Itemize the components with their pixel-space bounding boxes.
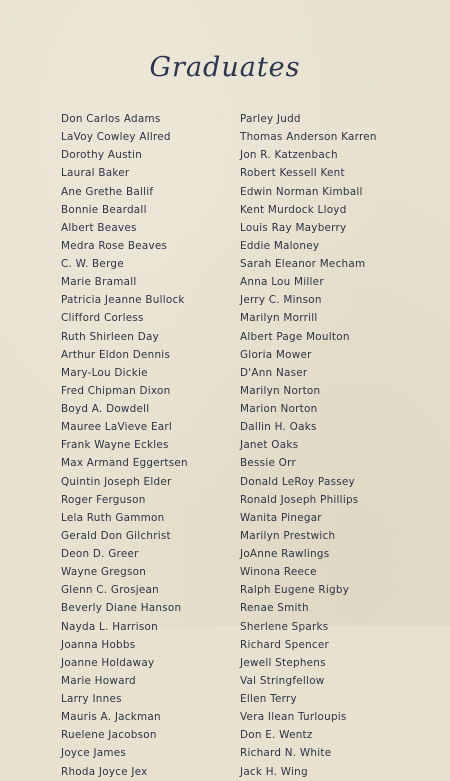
graduate-name: Winona Reece <box>240 566 317 579</box>
graduate-name: Jewell Stephens <box>240 656 326 669</box>
graduate-name: Louis Ray Mayberry <box>240 221 347 234</box>
graduate-name: Don Carlos Adams <box>61 113 161 125</box>
graduate-name: Marie Bramall <box>61 276 137 289</box>
graduate-name: Beverly Diane Hanson <box>61 602 182 615</box>
graduate-name: Marilyn Morrill <box>240 312 318 325</box>
graduate-name: Joanne Holdaway <box>61 656 155 669</box>
graduate-name: Laural Baker <box>61 167 130 180</box>
graduate-name: Jon R. Katzenbach <box>240 149 338 162</box>
graduate-name: Anna Lou Miller <box>240 276 324 289</box>
graduate-name: Sarah Eleanor Mecham <box>240 258 366 270</box>
graduate-name: Dorothy Austin <box>61 149 143 162</box>
graduate-name: Mauree LaVieve Earl <box>61 421 173 434</box>
graduate-name: Marie Howard <box>61 674 136 687</box>
graduate-name: Dallin H. Oaks <box>240 421 317 434</box>
graduate-name: Edwin Norman Kimball <box>240 185 363 198</box>
graduate-name: JoAnne Rawlings <box>240 548 330 560</box>
graduate-name: Bessie Orr <box>240 457 296 470</box>
graduate-name: Richard Spencer <box>240 638 330 651</box>
graduate-name: Bonnie Beardall <box>61 203 147 216</box>
graduate-name: Sherlene Sparks <box>240 620 329 633</box>
graduate-name: Roger Ferguson <box>61 493 146 506</box>
graduate-name: Glenn C. Grosjean <box>61 584 160 597</box>
graduate-name: Frank Wayne Eckles <box>61 439 169 452</box>
graduate-name: Joyce James <box>61 747 127 760</box>
graduate-name: LaVoy Cowley Allred <box>61 131 171 144</box>
graduate-name: Ellen Terry <box>240 693 297 705</box>
graduate-name: Ruelene Jacobson <box>61 729 157 742</box>
graduate-name: Larry Innes <box>61 693 122 705</box>
graduate-name: D'Ann Naser <box>240 366 308 379</box>
graduate-name: Val Stringfellow <box>240 674 325 687</box>
graduate-name: Vera Ilean Turloupis <box>240 711 347 724</box>
graduate-name: Albert Page Moulton <box>240 330 350 343</box>
graduate-name: C. W. Berge <box>61 258 124 270</box>
graduate-name: Medra Rose Beaves <box>61 239 168 252</box>
graduate-name: Mary-Lou Dickie <box>61 366 148 379</box>
graduate-name: Donald LeRoy Passey <box>240 475 355 488</box>
graduate-name: Marion Norton <box>240 403 318 415</box>
graduate-name: Joanna Hobbs <box>61 638 136 651</box>
graduate-name: Ane Grethe Ballif <box>61 185 154 198</box>
graduate-name: Gerald Don Gilchrist <box>61 529 171 542</box>
graduate-name: Boyd A. Dowdell <box>61 403 150 415</box>
graduate-name: Ronald Joseph Phillips <box>240 493 359 506</box>
graduate-name: Max Armand Eggertsen <box>61 457 188 470</box>
graduates-list-left <box>61 110 188 781</box>
graduate-name: Quintin Joseph Elder <box>61 475 172 488</box>
page-title: Graduates <box>149 52 301 83</box>
graduate-name: Patricia Jeanne Bullock <box>61 294 185 307</box>
graduate-name: Jerry C. Minson <box>240 294 322 307</box>
graduate-name: Ralph Eugene Rigby <box>240 584 350 597</box>
graduate-name: Ruth Shirleen Day <box>61 330 159 343</box>
graduate-name: Richard N. White <box>240 747 332 760</box>
graduate-name: Nayda L. Harrison <box>61 620 158 633</box>
graduate-name: Kent Murdock Lloyd <box>240 203 347 216</box>
graduate-name: Parley Judd <box>240 113 301 125</box>
graduate-name: Albert Beaves <box>61 221 137 234</box>
graduate-name: Marilyn Prestwich <box>240 529 336 542</box>
graduate-name: Eddie Maloney <box>240 239 320 252</box>
graduate-name: Lela Ruth Gammon <box>61 511 165 524</box>
graduate-name: Clifford Corless <box>61 312 144 325</box>
graduate-name: Don E. Wentz <box>240 729 313 742</box>
graduate-name: Wanita Pinegar <box>240 511 322 524</box>
graduate-name: Janet Oaks <box>240 439 299 452</box>
graduate-name: Robert Kessell Kent <box>240 167 345 180</box>
graduate-name: Mauris A. Jackman <box>61 711 161 724</box>
graduate-name: Arthur Eldon Dennis <box>61 348 171 361</box>
graduate-name: Thomas Anderson Karren <box>240 131 377 144</box>
graduate-name: Renae Smith <box>240 602 309 615</box>
graduate-name: Marilyn Norton <box>240 384 321 397</box>
graduate-name: Jack H. Wing <box>240 765 308 778</box>
graduates-list-right <box>240 110 377 781</box>
graduate-name: Rhoda Joyce Jex <box>61 765 148 778</box>
graduate-name: Fred Chipman Dixon <box>61 384 171 397</box>
graduate-name: Wayne Gregson <box>61 566 147 579</box>
graduate-name: Gloria Mower <box>240 348 312 361</box>
graduate-name: Deon D. Greer <box>61 548 139 560</box>
